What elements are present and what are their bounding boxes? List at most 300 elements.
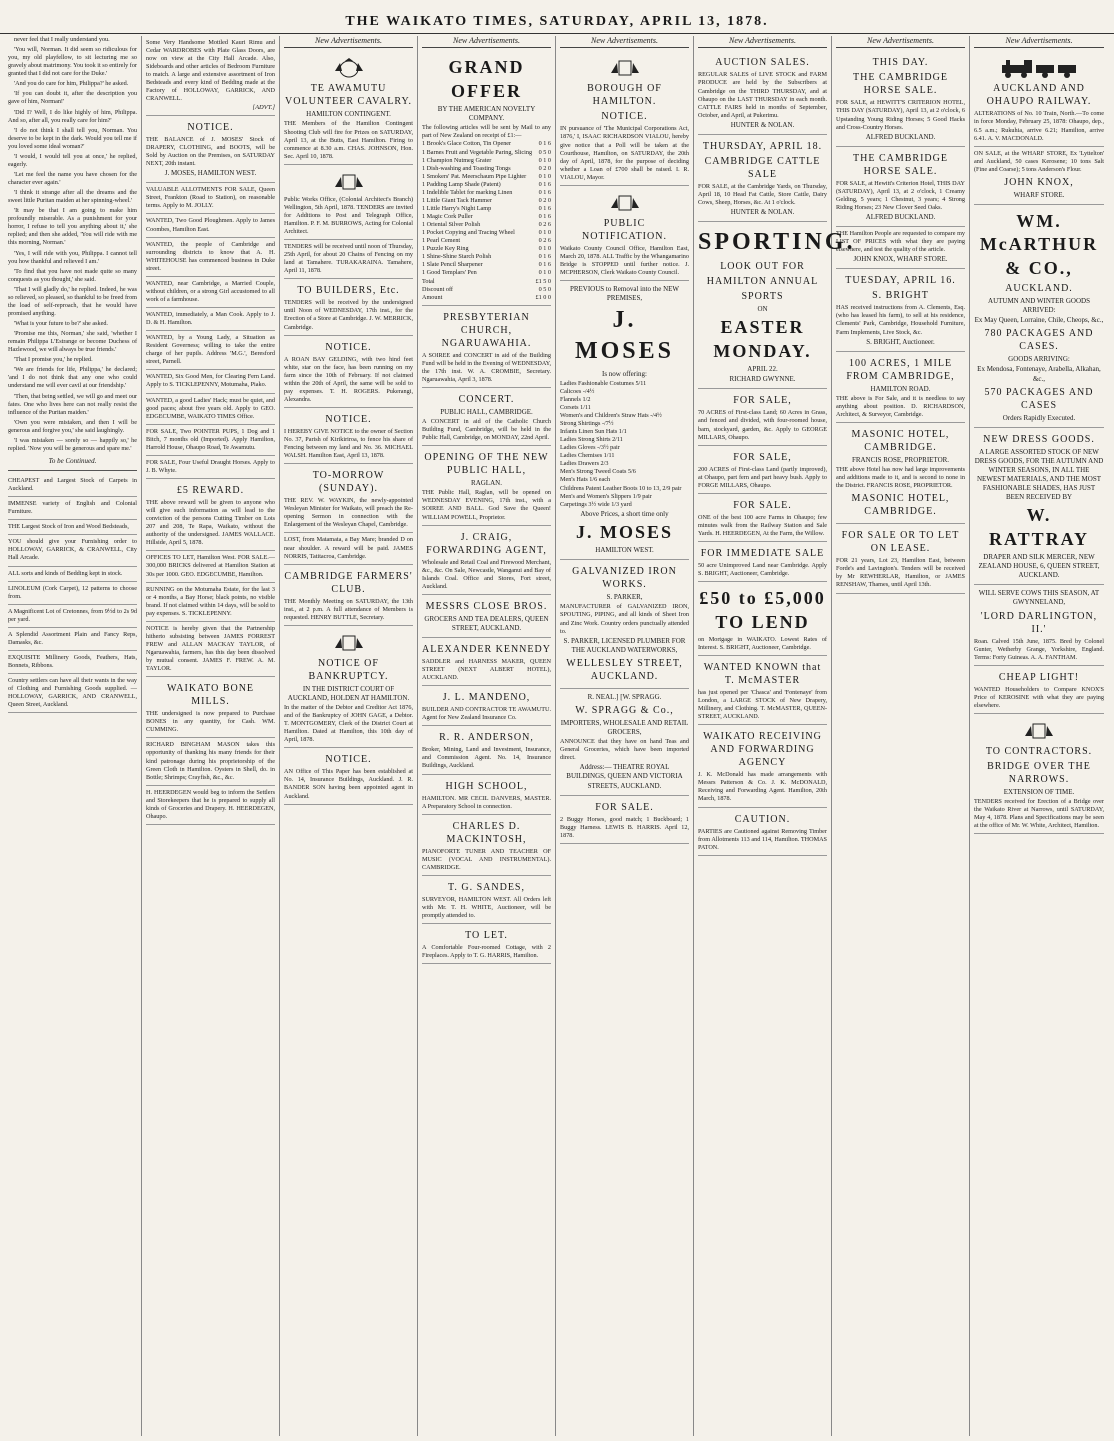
knox-sign: JOHN KNOX, WHARF STORE. xyxy=(853,255,948,264)
borough-advert xyxy=(560,51,689,185)
advert-tag: [ADVT.] xyxy=(252,103,275,111)
item-name: 1 Oriental Silver Polish xyxy=(422,221,481,229)
bright-sign: S. BRIGHT, Auctioneer. xyxy=(866,337,935,346)
mandeno-title: J. L. MANDENO, xyxy=(442,692,531,704)
railway-title: AUCKLAND AND OHAUPO RAILWAY. xyxy=(986,83,1092,108)
bridge-title: BRIDGE OVER THE NARROWS. xyxy=(987,760,1091,785)
cavalry-title: TE AWAMUTU VOLUNTEER CAVALRY. xyxy=(285,83,412,108)
item-name: 1 Little Giant Tack Hammer xyxy=(422,196,492,204)
caution-title: CAUTION. xyxy=(734,813,791,825)
column-heading: New Advertisements. xyxy=(836,36,965,48)
mandeno-advert xyxy=(422,686,551,726)
bankruptcy-body: In the matter of the Debtor and Creditor Act 1876, and of the Bankruptcy of JOHN GAGE, a Debtor. T. MONTGOMERY, Clerk of the District Court at Hamilton. Dated at Hamilton, this 10th day of April, 1878. xyxy=(284,704,413,744)
holloway-advert: A Splendid Assortment Plain and Fancy Reps, Damasks, &c. xyxy=(8,628,137,651)
extension-text: EXTENSION OF TIME. xyxy=(1003,787,1075,796)
item-price: 0 1 6 xyxy=(538,188,551,196)
orders-text: Orders Rapidly Executed. xyxy=(1002,413,1076,422)
horse-body: FOR SALE, at HEWITT'S CRITERION HOTEL, THIS DAY (SATURDAY), April 13, at 2 o'clock, 6 Upstanding Young Riding Horses; 5 Good Hacks and Cross-Country Horses. xyxy=(836,99,965,131)
tenders-body: TENDERS will be received until noon of Thursday, 25th April, for about 20 Chains of Fencing on my land at Tamahere. TURAKARAINA. Tamahere, April 11, 1878. xyxy=(284,243,413,275)
railway-advert xyxy=(974,51,1104,146)
packages-2: 570 PACKAGES AND CASES xyxy=(984,386,1094,411)
acres-body: THE above is For Sale, and it is needless to say anything about position. D. RICHARDSON, Architect, & Surveyor, Cambridge. xyxy=(836,394,965,418)
price-row xyxy=(422,149,551,157)
packages-1: 780 PACKAGES AND CASES. xyxy=(984,328,1094,353)
item-name: Amount xyxy=(422,293,443,301)
close-sub: GROCERS AND TEA DEALERS, QUEEN STREET, AUCKLAND. xyxy=(424,614,549,632)
price-row xyxy=(422,286,551,294)
mills-title: WAIKATO BONE MILLS. xyxy=(166,683,255,708)
holloway-advert: A Magnificent Lot of Cretonnes, from 9½d to 2s 9d per yard. xyxy=(8,605,137,628)
wanted-advert: WANTED, Six Good Men, for Clearing Fern Land. Apply to S. TICKLEPENNY, Motumaha, Piako. xyxy=(146,370,275,393)
price-row xyxy=(422,221,551,229)
mackintosh-title: CHARLES D. MACKINTOSH, xyxy=(446,820,527,845)
column-heading: New Advertisements. xyxy=(284,36,413,48)
wanted-advert: WANTED, near Cambridge, a Married Couple, without children, or a strong Girl accustomed to all work of a farmhouse. xyxy=(146,277,275,308)
close-bros-advert xyxy=(422,595,551,638)
wharf-store-advert xyxy=(974,147,1104,205)
church-advert xyxy=(422,306,551,388)
story-paragraph: 'I think it strange after all the dreams and the sweet little Puritan maiden at her spinning-wheel.' xyxy=(8,189,137,205)
newspaper-title: THE WAIKATO TIMES, SATURDAY, APRIL 13, 1878. xyxy=(345,14,769,29)
mills-body: THE undersigned is now prepared to Purchase BONES in any quantity, for Cash. WM. CUMMING. xyxy=(146,710,275,734)
school-title: HIGH SCHOOL, xyxy=(445,780,528,792)
price-item: Flannels 1/2 xyxy=(560,395,591,403)
coat-of-arms-icon xyxy=(605,192,645,214)
item-price: 0 1 6 xyxy=(538,213,551,221)
coat-of-arms-icon xyxy=(605,57,645,79)
masonic-sign: MASONIC HOTEL, CAMBRIDGE. xyxy=(851,493,950,518)
price-row xyxy=(422,261,551,269)
mcarthur-advert xyxy=(974,205,1104,428)
story-paragraph: never feel that I really understand you. xyxy=(14,36,110,43)
notice-title: NOTICE. xyxy=(187,121,234,133)
builders-body: TENDERS will be received by the undersigned until Noon of WEDNESDAY, 17th inst., for the Erection of a Store at Cambridge. J. W. MERRICK, Cambridge. xyxy=(284,299,413,331)
wanted-advert: FOR SALE, Four Useful Draught Horses. Apply to J. B. Whyte. xyxy=(146,456,275,479)
bull-body: Roan. Calved 15th June, 1875. Bred by Colonel Gunter, Wetherby Grange, Yorkshire, England. Terms: Forty Guineas. A. A. FANTHAM. xyxy=(974,637,1104,661)
for-sale-100-acre-farm xyxy=(698,494,827,542)
hamilton-annual: HAMILTON ANNUAL xyxy=(706,276,819,288)
wanted-advert: WANTED, immediately, a Man Cook. Apply to J. D. & H. Hamilton. xyxy=(146,308,275,331)
price-item: Women's and Children's Straw Hats -/4½ xyxy=(560,411,662,419)
story-paragraph: 'It may be that I am going to make him profoundly miserable. As a punishment for your horror, I refuse to tell you anything about it,' she replied; and then she added, 'You will ride with me this morning, Norman.' xyxy=(8,207,137,247)
story-paragraph: 'I do not think I shall tell you, Norman. You deserve to be kept in the dark. Would you tell me if you loved some ideal woman?' xyxy=(8,126,137,150)
church-title: PRESBYTERIAN CHURCH, NGARUAWAHIA. xyxy=(441,311,532,349)
masonic-title: MASONIC HOTEL, CAMBRIDGE. xyxy=(851,428,950,453)
price-row xyxy=(422,237,551,245)
reward-advert xyxy=(146,479,275,551)
contractors-advert xyxy=(974,714,1104,834)
item-price: £1 0 0 xyxy=(535,293,551,301)
story-paragraph: 'That I will gladly do,' he replied. Indeed, he was so relieved, so pleased, so thankful to be freed from the load of self-reproach, that he would have promised anything. xyxy=(8,285,137,317)
heerdegen-advert xyxy=(146,786,275,825)
story-paragraph: 'If you can doubt it, after the description you gave of him, Norman!' xyxy=(8,90,137,106)
church-body: A SOIREE and CONCERT in aid of the Building Fund will be held in the Evening of WEDNESDAY, the 17th inst. W. A. CROMBIE, Secretary. Ngaruawahia, April 3, 1878. xyxy=(422,351,551,383)
column-6-adverts xyxy=(694,36,856,1436)
sunday-advert xyxy=(284,464,413,533)
farmers-body: THE Monthly Meeting on SATURDAY, the 13th inst., at 2 p.m. A full attendance of Members is requested. HENRY BUTTLE, Secretary. xyxy=(284,597,413,621)
mackintosh-advert xyxy=(422,815,551,876)
rattray-sub: DRAPER AND SILK MERCER, NEW ZEALAND HOUSE, 6, QUEEN STREET, AUCKLAND. xyxy=(978,553,1100,580)
to-be-continued: To be Continued. xyxy=(48,456,97,465)
item-name: Total xyxy=(422,277,435,285)
borough-notice: NOTICE. xyxy=(601,111,648,123)
anderson-title: R. R. ANDERSON, xyxy=(439,732,534,744)
price-row xyxy=(422,181,551,189)
item-price: 0 1 0 xyxy=(538,172,551,180)
sporting-title: SPORTING. xyxy=(698,229,856,256)
bright-sale-advert xyxy=(836,269,965,351)
bankruptcy-advert xyxy=(284,626,413,749)
fencing-tenders-advert xyxy=(284,240,413,279)
dissolution-body: NOTICE is hereby given that the Partnership hitherto subsisting between JAMES FORREST FREW and ALLAN MACKAY TAYLOR, of Ngaruawahia, farmers, has this day been dissolved by mutual consent. JAMES F. FREW. A. M. TAYLOR. xyxy=(146,624,275,673)
rattray-name: W. RATTRAY xyxy=(988,505,1090,549)
column-heading: New Advertisements. xyxy=(560,36,689,48)
masthead xyxy=(0,0,1114,34)
price-row xyxy=(422,165,551,173)
holloway-advert: Country settlers can have all their wants in the way of Clothing and Furnishing Goods supplied. — HOLLOWAY, GARRICK, AND CRANWELL, Queen Street, Auckland. xyxy=(8,674,137,713)
item-price: 0 1 6 xyxy=(538,261,551,269)
holloway-adverts xyxy=(8,474,137,713)
hamilton-body: THE Hamilton People are requested to compare my LIST OF PRICES with what they are paying elsewhere, and test the quality of the article. xyxy=(836,230,965,254)
item-name: 1 Slate Pencil Sharpener xyxy=(422,261,483,269)
holloway-advert: YOU should give your Furnishing order to HOLLOWAY, GARRICK, & CRANWELL, City Hall Arcade. xyxy=(8,535,137,566)
mackintosh-body: PIANOFORTE TUNER AND TEACHER OF MUSIC (VOCAL AND INSTRUMENTAL). CAMBRIDGE. xyxy=(422,847,551,871)
price-row xyxy=(422,173,551,181)
borough-body: IN pursuance of 'The Municipal Corporations Act, 1876,' I, ISAAC RICHARDSON VIALOU, hereby give notice that a Poll will be taken at the Courthouse, Hamilton, on SATURDAY, the 20th day of April, 1878, for the purpose of deciding whether a Loan of £700 shall be raised. I. R. VIALOU, Mayor. xyxy=(560,125,689,181)
sale-title: FOR SALE. xyxy=(595,801,654,813)
office-notice xyxy=(284,748,413,804)
bright-title: S. BRIGHT xyxy=(872,290,929,302)
dissolution-advert xyxy=(146,622,275,677)
moses-advert xyxy=(560,281,689,560)
sporting-advert xyxy=(698,222,856,389)
spragg-sub: IMPORTERS, WHOLESALE AND RETAIL GROCERS, xyxy=(560,718,689,737)
mason-body: RICHARD BINGHAM MASON takes this opportunity of thanking his many friends for their kind patronage during his proprietorship of the Green Cloth in Hamilton. Oysters in Shell, do. in Bottle; Shrimps; Crayfish, &c., &c. xyxy=(146,741,275,781)
column-4-adverts xyxy=(418,36,556,1436)
grand-sub: BY THE AMERICAN NOVELTY COMPANY. xyxy=(437,105,536,123)
auction-advert xyxy=(698,51,827,134)
wharf-body: ON SALE, at the WHARF STORE, Ex 'Lyttelton' and Auckland, 50 cases Kerosene; 10 tons Salt (Fine and Coarse); 5 tons Anderson's Flour. xyxy=(974,149,1104,173)
price-item: Childrens Patent Leather Boots 10 to 13, 2/9 pair xyxy=(560,484,682,492)
item-price: 0 5 0 xyxy=(538,285,551,293)
holloway-advert: LINOLEUM (Cork Carpet), 12 patterns to choose from. xyxy=(8,582,137,605)
knox-title: JOHN KNOX, xyxy=(1004,176,1074,188)
opening-sub: RAGLAN. xyxy=(471,479,502,488)
cheap-light-advert xyxy=(974,666,1104,714)
theatre-address: Address:— THEATRE ROYAL BUILDINGS, QUEEN AND VICTORIA STREETS, AUCKLAND. xyxy=(566,763,683,790)
wanted-advert: VALUABLE ALLOTMENTS FOR SALE, Queen Street, Frankton (Road to Station), on reasonable terms. Apply to M. JOLLY. xyxy=(146,183,275,214)
dress-body: A LARGE ASSORTED STOCK OF NEW DRESS GOODS, FOR THE AUTUMN AND WINTER SEASONS, IN ALL THE NEWEST MATERIALS, AND THE MOST FASHIONABLE SHADES, HAS JUST BEEN RECEIVED BY xyxy=(974,447,1104,502)
builders-advert xyxy=(284,279,413,335)
mcmaster-title: WANTED KNOWN that T. McMASTER xyxy=(703,662,822,687)
school-body: HAMILTON. MR CECIL DANVERS, MASTER. A Preparatory School in connection. xyxy=(422,794,551,810)
item-price: 0 5 0 xyxy=(538,148,551,156)
grand-title: GRAND OFFER xyxy=(448,57,525,101)
offices-advert xyxy=(146,551,275,582)
story-paragraph: 'I was mistaken — sorely so — happily so,' he replied. 'Now you will be generous and spare me.' xyxy=(8,436,137,452)
sale-body: 2 Buggy Horses, good match; 1 Buckboard; 1 Buggy Harness. LEWIS B. HARRIS. April 12, 1878. xyxy=(560,815,689,839)
fs4-title: FOR IMMEDIATE SALE xyxy=(700,548,825,560)
bone-mills-advert xyxy=(146,677,275,738)
on-text: ON xyxy=(757,305,768,314)
item-price: 0 1 0 xyxy=(538,269,551,277)
tolet-title: TO LET. xyxy=(465,930,508,942)
mason-advert xyxy=(146,738,275,785)
cavalry-advert xyxy=(284,51,413,164)
notice-body: THE BALANCE of J. MOSES' Stock of DRAPERY, CLOTHING, and BOOTS, will be Sold by Auction on the Premises, on SATURDAY NEXT, 20th instant. xyxy=(146,135,275,168)
price-item: Men's Strong Tweed Coats 5/6 xyxy=(560,468,636,476)
bull-name: 'LORD DARLINGTON, II.' xyxy=(980,610,1098,635)
item-name: Discount off xyxy=(422,285,453,293)
notice3-title: NOTICE. xyxy=(325,754,372,766)
public-body: Waikato County Council Office, Hamilton East, March 20, 1878. ALL Traffic by the Whangamarino Bridge is STOPPED until further notice. J. MCPHERSON, Clerk Waikato County Council. xyxy=(560,244,689,277)
tolet-body: A Comfortable Four-roomed Cottage, with 2 Fireplaces. Apply to T. G. HARRIS, Hamilton. xyxy=(422,944,551,960)
story-paragraph: 'And you do care for him, Philippa?' he asked. xyxy=(14,80,129,88)
craig-body: Wholesale and Retail Coal and Firewood Merchant, &c., &c. On Sale, Newcastle, Wanganui and Bay of Islands Coal. Office and Stores, Fort street, Auckland. xyxy=(422,558,551,590)
autumn-ships: Ex May Queen, Lorraine, Chile, Cheops, &c., xyxy=(974,316,1104,325)
moses-price-list xyxy=(560,380,689,509)
newspaper-columns xyxy=(4,36,1110,1436)
column-8-adverts xyxy=(970,36,1108,1436)
price-row xyxy=(422,278,551,286)
easter-monday: EASTER MONDAY. xyxy=(713,317,812,361)
bankruptcy-title: NOTICE OF BANKRUPTCY. xyxy=(308,657,389,682)
item-price: 0 1 0 xyxy=(538,156,551,164)
column-3-adverts xyxy=(280,36,418,1436)
cheap-title: CHEAP LIGHT! xyxy=(998,671,1080,683)
price-row xyxy=(422,245,551,253)
spragg-advert xyxy=(560,689,689,796)
story-paragraph: 'Promise me this, Norman,' she said, 'whether I remain Philippa L'Estrange or become Duchess of Hazlewood, we will always be true friends.' xyxy=(8,330,137,354)
waikato-body: J. K. McDonald has made arrangements with Messrs Patterson & Co. J. K. McDONALD, Receiving and Forwarding Agent. Hamilton, 20th March, 1878. xyxy=(698,771,827,803)
bankruptcy-sub: IN THE DISTRICT COURT OF AUCKLAND, HOLDEN AT HAMILTON. xyxy=(287,684,410,702)
moses-notice xyxy=(146,116,275,183)
notice-body: A ROAN BAY GELDING, with two hind feet white, star on the face, has been running on my farm since the 10th of February. If not claimed within the 20th of April, the same will be sold to pay expenses. T. H. ROGERS. Pukerangi, Alexandra. xyxy=(284,355,413,403)
holloway-advert: EXQUISITE Millinery Goods, Feathers, Hats, Bonnets, Ribbons. xyxy=(8,651,137,674)
item-price: 0 1 6 xyxy=(538,204,551,212)
wanted-advert: WANTED, the people of Cambridge and surrounding districts to know that A. H. WHITEHOUSE has commenced business in Duke street. xyxy=(146,238,275,277)
thursday-title: THURSDAY, APRIL 18. xyxy=(702,140,823,152)
grand-item-list xyxy=(422,140,551,301)
concert-body: A CONCERT in aid of the Catholic Church Building Fund, Cambridge, will be held in the Public Hall, Cambridge, on MONDAY, 22nd April. xyxy=(422,418,551,442)
opening-advert xyxy=(422,446,551,525)
craig-title: J. CRAIG, FORWARDING AGENT, xyxy=(426,531,547,556)
railway-body: ALTERATIONS of No. 10 Train, North.—To come in force Monday, February 25, 1878: Ohaupo, dep., 6.5 a.m.; Rukuhia, arrive 6.21; Hamilton, arrive 6.41. A. V. MACDONALD. xyxy=(974,110,1104,142)
mcmaster-advert xyxy=(698,656,827,725)
item-name: 1 Dish-washing and Toasting Tongs xyxy=(422,164,511,172)
holloway-advert: ALL sorts and kinds of Bedding kept in stock. xyxy=(8,567,137,582)
loan-advert xyxy=(698,582,827,656)
reward-title: £5 REWARD. xyxy=(176,485,245,497)
story-paragraph: 'Did I? Well, I do like highly of him, Philippa. And so, after all, you really care for him?' xyxy=(8,108,137,124)
opening-body: THE Public Hall, Raglan, will be opened on WEDNESDAY EVENING, 17th inst., with a SOIREE AND BALL. God Save the Queen! WILLIAM POWELL, Proprietor. xyxy=(422,489,551,521)
price-row xyxy=(422,189,551,197)
column-heading: New Advertisements. xyxy=(974,36,1104,48)
wellesley-street: WELLESLEY STREET, AUCKLAND. xyxy=(566,657,683,682)
parker-sign: S. PARKER, LICENSED PLUMBER FOR THE AUCKLAND WATERWORKS, xyxy=(563,636,686,654)
item-name: 1 Padding Lamp Shade (Patent) xyxy=(422,180,501,188)
item-price: 0 2 0 xyxy=(538,196,551,204)
item-name: 1 Magic Cork Puller xyxy=(422,213,473,221)
knox-sub: WHARF STORE. xyxy=(1013,190,1065,199)
wanted-advert: WANTED, Two Good Ploughmen. Apply to James Coombes, Hamilton East. xyxy=(146,214,275,237)
caution-body: PARTIES are Cautioned against Removing Timber from Allotments 113 and 114, Hamilton. THOMAS PATON. xyxy=(698,827,827,851)
sunday-title: TO-MORROW (SUNDAY). xyxy=(312,470,385,495)
story-paragraph: 'Own you were mistaken, and then I will be generous and forgive you,' she said laughingly. xyxy=(8,418,137,434)
column-heading: New Advertisements. xyxy=(698,36,827,48)
for-sale-70-acres xyxy=(698,389,827,445)
close-title: MESSRS CLOSE BROS. xyxy=(425,600,548,612)
hunter-sign: HUNTER & NOLAN. xyxy=(730,120,795,129)
auction-title: AUCTION SALES. xyxy=(715,57,810,69)
borough-title: BOROUGH OF HAMILTON. xyxy=(587,83,662,108)
dress-goods-advert xyxy=(974,428,1104,586)
april-22: APRIL 22. xyxy=(747,365,778,374)
moses-sign: J. MOSES xyxy=(575,521,674,542)
bridge-body: TENDERS received for Erection of a Bridge over the Waikato River at Narrows, until SATURDAY, May 4, 1878. Plans and Specifications may be seen at the office of Mr. W. White, Architect, Hamilton. xyxy=(974,798,1104,830)
cavalry-sub: HAMILTON CONTINGENT. xyxy=(306,110,391,119)
craig-advert xyxy=(422,526,551,595)
story-paragraph: 'What is your future to be?' she asked. xyxy=(14,320,108,327)
arthur-title: WM. McARTHUR & CO., xyxy=(979,210,1099,278)
gelding-notice xyxy=(284,336,413,408)
contractors-title: TO CONTRACTORS. xyxy=(985,745,1093,757)
anderson-advert xyxy=(422,726,551,774)
price-item: Calicoes -/4½ xyxy=(560,387,595,395)
item-price: £1 5 0 xyxy=(535,277,551,285)
running-advert xyxy=(146,583,275,622)
sunday-body: THE REV. W. WAYKIN, the newly-appointed Wesleyan Minister for Waikato, will preach the Re-opening Sermon in connection with the Enlargement of the Wesleyan Chapel, Cambridge. xyxy=(284,497,413,529)
item-name: 1 Champion Nutmeg Grater xyxy=(422,156,492,164)
item-name: 1 Good Templars' Pen xyxy=(422,269,477,277)
parker-title: S. PARKER, xyxy=(606,593,643,602)
arriving-title: GOODS ARRIVING: xyxy=(1008,355,1070,364)
item-price: 0 1 6 xyxy=(538,140,551,148)
notice3-body: AN Office of This Paper has been established at No. 14, Insurance Buildings, Auckland. J. R. BANDER SON having been appointed agent in Auckland. xyxy=(284,768,413,800)
fs3-title: FOR SALE. xyxy=(733,499,792,511)
item-name: 1 Puzzle Key Ring xyxy=(422,245,469,253)
item-price: 0 2 6 xyxy=(538,237,551,245)
farmers-title: CAMBRIDGE FARMERS' CLUB. xyxy=(284,570,413,595)
forwarding-agency-advert xyxy=(698,725,827,807)
tuesday-title: TUESDAY, APRIL 16. xyxy=(845,275,956,287)
item-price: 0 1 0 xyxy=(538,245,551,253)
item-name: 1 Indelible Tablet for marking Linen xyxy=(422,188,513,196)
buckland-sign: ALFRED BUCKLAND. xyxy=(865,132,936,141)
lease-body: FOR 21 years, Lot 23, Hamilton East, between Forde's and Lavington's. Tenders will be received by Mr REWHERLAR, Hamilton, or JAMES RENSHAW, Thames, until April 13th. xyxy=(836,557,965,589)
item-name: 1 Smokers' Pat. Meerschaum Pipe Lighter xyxy=(422,172,527,180)
autumn-title: AUTUMN AND WINTER GOODS ARRIVED: xyxy=(988,297,1090,315)
horse-sale-advert xyxy=(836,51,965,146)
price-item: Strong Shirtings -/7½ xyxy=(560,420,614,428)
lost-body: LOST, from Matamata, a Bay Mare; branded D on near shoulder. A reward will be paid. JAMES NORRIS, Tatitacroa, Cambridge. xyxy=(284,536,413,560)
holloway-advert: CHEAPEST and Largest Stock of Carpets in Auckland. xyxy=(8,474,137,497)
fs1-body: 70 ACRES of First-class Land; 60 Acres in Grass, and fenced and divided, with four-roomed house, barn, stockyard, garden, &c. Apply to GEORGE MILLARS, Ohaupo. xyxy=(698,409,827,441)
mcmaster-body: has just opened per 'Chasca' and 'Fontenaye' from London, a LARGE STOCK of New Drapery, Millinery, and Clothing. T. McMASTER, QUEEN-STREET, AUCKLAND. xyxy=(698,689,827,721)
price-item: Men's and Women's Slippers 1/9 pair xyxy=(560,492,652,500)
waikato-title: WAIKATO RECEIVING AND FORWARDING AGENCY xyxy=(703,731,822,769)
item-name: 1 Pearl Cement xyxy=(422,237,461,245)
bull-advert xyxy=(974,585,1104,665)
price-row xyxy=(422,253,551,261)
story-paragraph: 'We are friends for life, Philippa,' he declared; 'and I do not think that any one who could understand me will ever cavil at our friendship.' xyxy=(8,366,137,390)
sandes-advert xyxy=(422,876,551,924)
holloway-advert: IMMENSE variety of English and Colonial Furniture. xyxy=(8,497,137,520)
fs2-body: 200 ACRES of First-class Land (partly improved), at Ohaupo, part fern and part heavy bush. Apply to FORGE MILLARS, Ohaupo. xyxy=(698,465,827,489)
wardrobe-text: Some Very Handsome Mottled Kauri Rimu and Cedar WARDROBES with Plate Glass Doors, are now on view at the City Hall Arcade. Also, Sideboards and other articles of Bedroom Furniture to match. A large and extensive assortment of Iron Bedsteads and every kind of Bedding made at the Factory of HOLLOWAY, GARRICK, AND CRANWELL. xyxy=(146,39,275,103)
immediate-sale-advert xyxy=(698,542,827,582)
fs1-title: FOR SALE, xyxy=(733,395,792,407)
column-5-adverts xyxy=(556,36,694,1436)
acres-sub: HAMILTON ROAD. xyxy=(870,384,931,393)
fence-notice xyxy=(284,408,413,464)
wardrobe-advert xyxy=(146,36,275,116)
item-price: 0 2 6 xyxy=(538,221,551,229)
item-name: 1 Barnes Fruit and Vegetable Paring, Slicing xyxy=(422,148,533,156)
price-row xyxy=(422,197,551,205)
bull-title: WILL SERVE COWS THIS SEASON, AT GWYNNELAND, xyxy=(978,589,1100,607)
kennedy-title: ALEXANDER KENNEDY xyxy=(422,644,551,656)
story-paragraph: 'I would, I would tell you at once,' he replied, eagerly. xyxy=(8,152,137,168)
cattle-sale-advert xyxy=(698,135,827,222)
horse-sale-advert-2 xyxy=(836,147,965,227)
story-paragraph: 'That I promise you,' he replied. xyxy=(14,356,93,364)
price-item: Ladies Fashionable Costumes 5/11 xyxy=(560,379,647,387)
price-row xyxy=(422,294,551,302)
notice2-body: I HEREBY GIVE NOTICE to the owner of Section No. 37, Parish of Kirikiriroa, to fence his share of Fencing between my land and No. 36. MICHAEL WALSH. Hamilton East, April 13, 1878. xyxy=(284,427,413,460)
price-item: Corsets 1/11 xyxy=(560,403,591,411)
holloway-advert: THE Largest Stock of Iron and Wood Bedsteads, xyxy=(8,520,137,535)
cheap-body: WANTED Householders to Compare KNOX'S Price of KEROSINE with what they are paying elsewhere. xyxy=(974,685,1104,709)
bright-body: HAS received instructions from A. Clements, Esq. (who has leased his farm), to sell at his residence, Clements' Park, Cambridge, Household Furniture, Farm Implements, Live Stock, &c. xyxy=(836,304,965,336)
neal-spragg: R. NEAL.] [W. SPRAGG. xyxy=(587,692,662,701)
public-works-advert xyxy=(284,165,413,240)
kennedy-advert xyxy=(422,638,551,686)
notice2-title: NOTICE. xyxy=(325,413,372,425)
item-price: 0 1 6 xyxy=(538,180,551,188)
sports-text: SPORTS xyxy=(741,291,784,303)
price-item: Men's Hats 1/6 each xyxy=(560,476,611,484)
cavalry-body: THE Members of the Hamilton Contingent Shooting Club will fire for Prizes on SATURDAY, April 13, at the Butts, East Hamilton. Firing to commence at 8.30 a.m. CHAS. JOHNSON, Hon. Sec. April 10, 1878. xyxy=(284,120,413,160)
gwynne-sign: RICHARD GWYNNE. xyxy=(729,375,796,384)
public-title: PUBLIC NOTIFICATION. xyxy=(582,217,667,242)
spragg-title: W. SPRAGG & Co., xyxy=(575,704,674,716)
horse-title: THE CAMBRIDGE HORSE SALE. xyxy=(853,72,948,97)
fs3-body: ONE of the best 100 acre Farms in Ohaupo; few minutes walk from the Railway Station and Sale Yards. H. HEERDEGEN, At the Farm, the Willow. xyxy=(698,513,827,537)
wanted-advert: FOR SALE, Two POINTER PUPS, 1 Dog and 1 Bitch, 7 months old (Imported). Apply Hamilton, Harrold House, Ohaupo Road, Te Awamutu. xyxy=(146,425,275,456)
lease-title: FOR SALE OR TO LET ON LEASE. xyxy=(841,530,960,555)
concert-sub: PUBLIC HALL, CAMBRIDGE. xyxy=(440,407,533,416)
hunter-sign-2: HUNTER & NOLAN. xyxy=(730,208,795,217)
lost-advert xyxy=(284,533,413,564)
item-price: 0 1 6 xyxy=(538,253,551,261)
buggy-sale-advert xyxy=(560,796,689,844)
column-1-story xyxy=(4,36,142,1436)
sandes-title: T. G. SANDES, xyxy=(448,881,525,893)
story-paragraphs xyxy=(8,36,137,453)
item-name: 1 Shine-Shine Starch Polish xyxy=(422,253,492,261)
moses-intro: PREVIOUS to Removal into the NEW PREMISES, xyxy=(569,285,680,303)
lease-advert xyxy=(836,524,965,593)
farmers-club-advert xyxy=(284,565,413,626)
auction-body: REGULAR SALES of LIVE STOCK and FARM PRODUCE are held by the Subscribers at Cambridge on the THIRD THURSDAY, and at Ohaupo on the LAST THURSDAY in each month. CATTLE FAIRS held in months of September, October, and April, at Pukerimu. xyxy=(698,71,827,119)
masonic-sub: FRANCIS ROSE, PROPRIETOR. xyxy=(851,455,950,464)
mandeno-body: BUILDER AND CONTRACTOR TE AWAMUTU. Agent for New Zealand Insurance Co. xyxy=(422,706,551,722)
price-item: Ladies Strong Shirts 2/11 xyxy=(560,436,623,444)
spragg-body: ANNOUNCE that they have on hand Teas and General Groceries, which have been imported direct. xyxy=(560,738,689,762)
item-name: 1 Pocket Copying and Tracing Wheel xyxy=(422,229,515,237)
acres-title: 100 ACRES, 1 MILE FROM CAMBRIDGE, xyxy=(846,357,955,382)
